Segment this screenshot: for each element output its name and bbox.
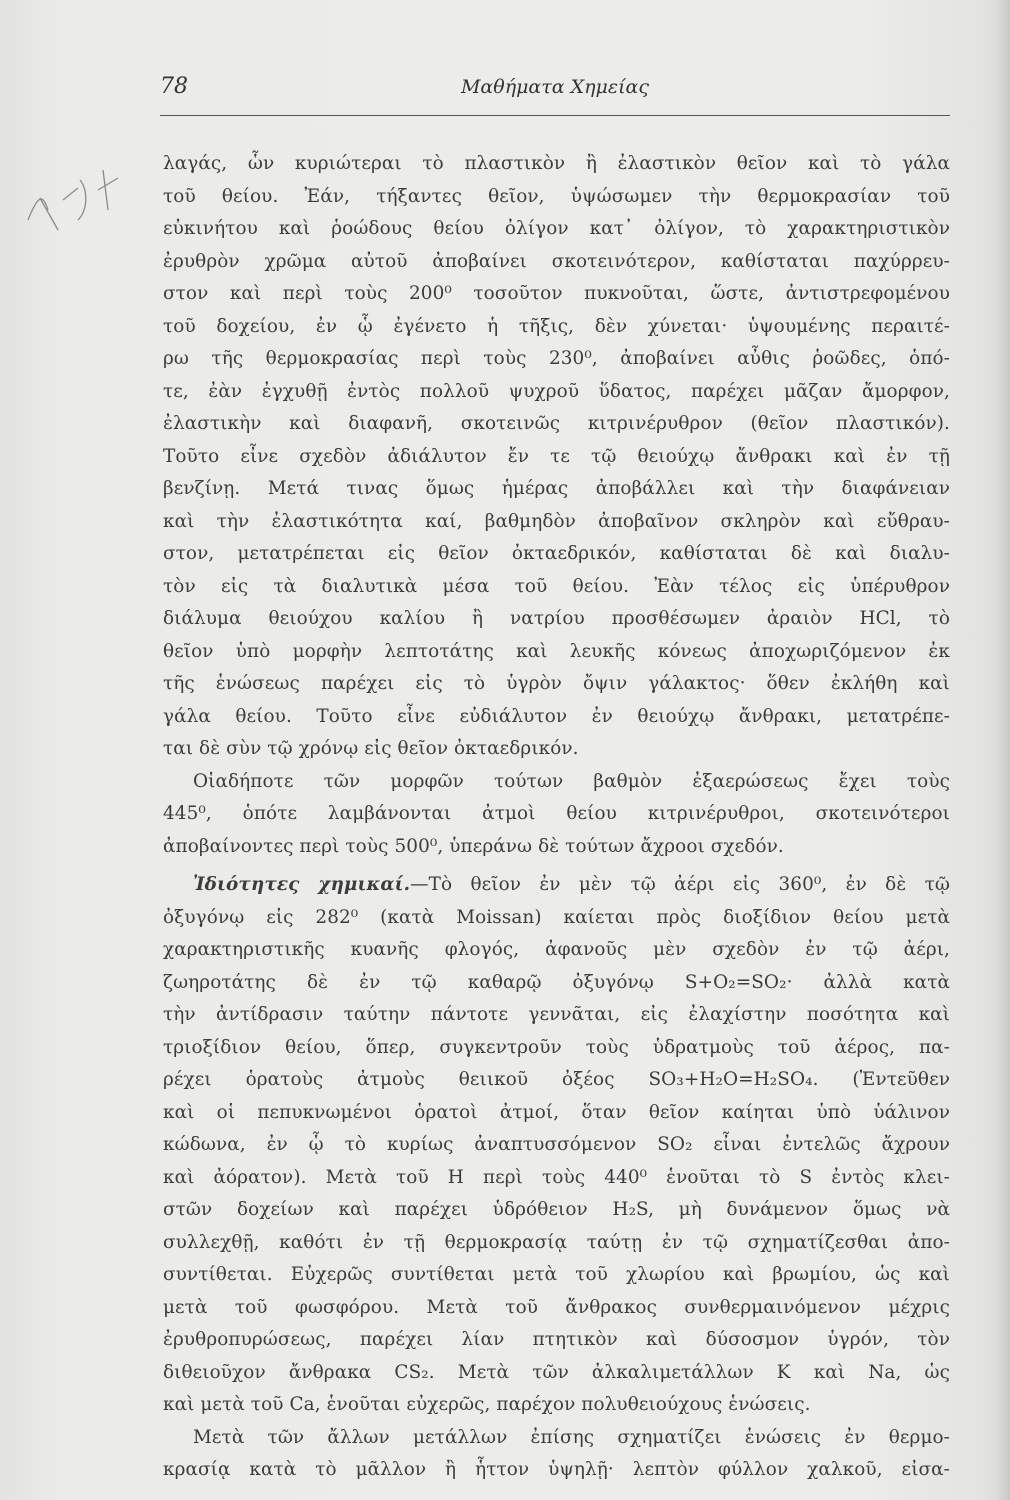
running-title: Μαθήματα Χημείας (460, 76, 650, 98)
text-line: συλλεχθῇ, καθότι ἐν τῇ θερμοκρασίᾳ ταύτῃ ἐν τῷ σχηματίζεσθαι ἀπο- (163, 1231, 950, 1253)
page-number: 78 (160, 74, 188, 99)
text-line: διάλυμα θειούχου καλίου ἢ νατρίου προσθέσωμεν ἀραιὸν HCl, τὸ (163, 608, 950, 629)
text-line: τριοξίδιον θείου, ὅπερ, συγκεντροῦν τοὺς ὑδρατμοὺς τοῦ ἀέρος, πα- (163, 1036, 950, 1058)
text-line: τοῦ δοχείου, ἐν ᾧ ἐγένετο ἡ τῆξις, δὲν χύνεται· ὑψουμένης περαιτέ- (163, 315, 950, 337)
text-line: Τοῦτο εἶνε σχεδὸν ἀδιάλυτον ἔν τε τῷ θειούχῳ ἄνθρακι καὶ ἐν τῇ (163, 445, 950, 467)
text-line: μετὰ τοῦ φωσφόρου. Μετὰ τοῦ ἄνθρακος συνθερμαινόμενον μέχρις (163, 1296, 950, 1318)
text-line: τὸν εἰς τὰ διαλυτικὰ μέσα τοῦ θείου. Ἐὰν τέλος εἰς ὑπέρυθρον (163, 575, 950, 597)
paragraph-1 (163, 148, 950, 766)
text-line: ζωηροτάτης δὲ ἐν τῷ καθαρῷ ὀξυγόνῳ S+O₂=SO₂· ἀλλὰ κατὰ (163, 971, 950, 993)
paragraph-2 (163, 766, 950, 864)
text-line: καὶ οἱ πεπυκνωμένοι ὁρατοὶ ἀτμοί, ὅταν θεῖον καίηται ὑπὸ ὑάλινον (163, 1101, 950, 1123)
text-line: θεῖον ὑπὸ μορφὴν λεπτοτάτης καὶ λευκῆς κόνεως ἀποχωριζόμενον ἐκ (163, 640, 950, 662)
text-line: ρω τῆς θερμοκρασίας περὶ τοὺς 230⁰, ἀποβαίνει αὖθις ῥοῶδες, ὁπό- (163, 348, 950, 369)
text-line: κώδωνα, ἐν ᾧ τὸ κυρίως ἀναπτυσσόμενον SO₂ εἶναι ἐντελῶς ἄχρουν (163, 1134, 950, 1155)
paragraph-4 (163, 1422, 950, 1487)
text-line: τὴν ἀντίδρασιν ταύτην πάντοτε γεννᾶται, εἰς ἐλαχίστην ποσότητα καὶ (163, 1004, 950, 1025)
text-line: βενζίνῃ. Μετά τινας ὅμως ἡμέρας ἀποβάλλει καὶ τὴν διαφάνειαν (163, 478, 950, 499)
text-line: λαγάς, ὧν κυριώτεραι τὸ πλαστικὸν ἢ ἐλαστικὸν θεῖον καὶ τὸ γάλα (163, 153, 950, 174)
paragraph-chemical-properties (163, 869, 950, 1422)
text-line: ται δὲ σὺν τῷ χρόνῳ εἰς θεῖον ὀκταεδρικόν. (163, 738, 579, 759)
text-line: ἐρυθρὸν χρῶμα αὐτοῦ ἀποβαίνει σκοτεινότερον, καθίσταται παχύρρευ- (163, 250, 950, 272)
text-line: τῆς ἑνώσεως παρέχει εἰς τὸ ὑγρὸν ὄψιν γάλακτος· ὅθεν ἐκλήθη καὶ (163, 673, 950, 694)
page-spine-shadow (996, 0, 1010, 1500)
text-line: ἐρυθροπυρώσεως, παρέχει λίαν πτητικὸν καὶ δύσοσμον ὑγρόν, τὸν (163, 1329, 950, 1350)
text-line: 445⁰, ὁπότε λαμβάνονται ἀτμοὶ θείου κιτρινέρυθροι, σκοτεινότεροι (163, 803, 950, 824)
header-rule (160, 115, 950, 116)
handwritten-margin-note (18, 160, 138, 240)
section-heading: Ἰδιότητες χημικαί. (193, 874, 411, 895)
text-line: ὀξυγόνῳ εἰς 282⁰ (κατὰ Moissan) καίεται πρὸς διοξίδιον θείου μετὰ (163, 906, 950, 928)
text-line: διθειοῦχον ἄνθρακα CS₂. Μετὰ τῶν ἀλκαλιμετάλλων K καὶ Na, ὡς (163, 1361, 950, 1383)
text-line: τε, ἐὰν ἐγχυθῇ ἐντὸς πολλοῦ ψυχροῦ ὕδατος, παρέχει μᾶζαν ἄμορφον, (163, 380, 950, 402)
text-line: γάλα θείου. Τοῦτο εἶνε εὐδιάλυτον ἐν θειούχῳ ἄνθρακι, μετατρέπε- (163, 705, 950, 727)
text-line: τοῦ θείου. Ἐάν, τήξαντες θεῖον, ὑψώσωμεν τὴν θερμοκρασίαν τοῦ (163, 185, 950, 207)
text-line (163, 869, 950, 902)
text-line: χαρακτηριστικῆς κυανῆς φλογός, ἀφανοῦς μὲν σχεδὸν ἐν τῷ ἀέρι, (163, 939, 950, 960)
text-line: κρασίᾳ κατὰ τὸ μᾶλλον ἢ ἧττον ὑψηλῇ· λεπτὸν φύλλον χαλκοῦ, εἰσα- (163, 1459, 950, 1480)
text-line: καὶ τὴν ἐλαστικότητα καί, βαθμηδὸν ἀποβαῖνον σκληρὸν καὶ εὔθραυ- (163, 510, 950, 532)
page-header (160, 74, 950, 110)
text-line: καὶ ἀόρατον). Μετὰ τοῦ H περὶ τοὺς 440⁰ ἑνοῦται τὸ S ἐντὸς κλει- (163, 1166, 950, 1188)
text-line: στῶν δοχείων καὶ παρέχει ὑδρόθειον H₂S, μὴ δυνάμενον ὅμως νὰ (163, 1199, 950, 1220)
text-line: ἐλαστικὴν καὶ διαφανῆ, σκοτεινῶς κιτρινέρυθρον (θεῖον πλαστικόν). (163, 413, 950, 434)
text-line: στον καὶ περὶ τοὺς 200⁰ τοσοῦτον πυκνοῦται, ὥστε, ἀντιστρεφομένου (163, 283, 950, 304)
body-text (163, 148, 950, 1487)
text-line: —Τὸ θεῖον ἐν μὲν τῷ ἀέρι εἰς 360⁰, ἐν δὲ τῷ (410, 874, 950, 895)
text-line: συντίθεται. Εὐχερῶς συντίθεται μετὰ τοῦ χλωρίου καὶ βρωμίου, ὡς καὶ (163, 1264, 950, 1285)
text-line: Οἱαδήποτε τῶν μορφῶν τούτων βαθμὸν ἐξαερώσεως ἔχει τοὺς (193, 770, 950, 792)
text-line: εὐκινήτου καὶ ῥοώδους θείου ὀλίγον κατ᾽ ὀλίγον, τὸ χαρακτηριστικὸν (163, 218, 950, 239)
text-line: ρέχει ὁρατοὺς ἀτμοὺς θειικοῦ ὀξέος SO₃+H₂O=H₂SO₄. (Ἐντεῦθεν (163, 1069, 950, 1090)
text-line: ἀποβαίνοντες περὶ τοὺς 500⁰, ὑπεράνω δὲ τούτων ἄχροοι σχεδόν. (163, 835, 784, 857)
text-line: καὶ μετὰ τοῦ Ca, ἑνοῦται εὐχερῶς, παρέχον πολυθειούχους ἑνώσεις. (163, 1394, 811, 1415)
text-line: Μετὰ τῶν ἄλλων μετάλλων ἐπίσης σχηματίζει ἑνώσεις ἐν θερμο- (193, 1426, 950, 1448)
text-line: στον, μετατρέπεται εἰς θεῖον ὀκταεδρικόν, καθίσταται δὲ καὶ διαλυ- (163, 543, 950, 564)
